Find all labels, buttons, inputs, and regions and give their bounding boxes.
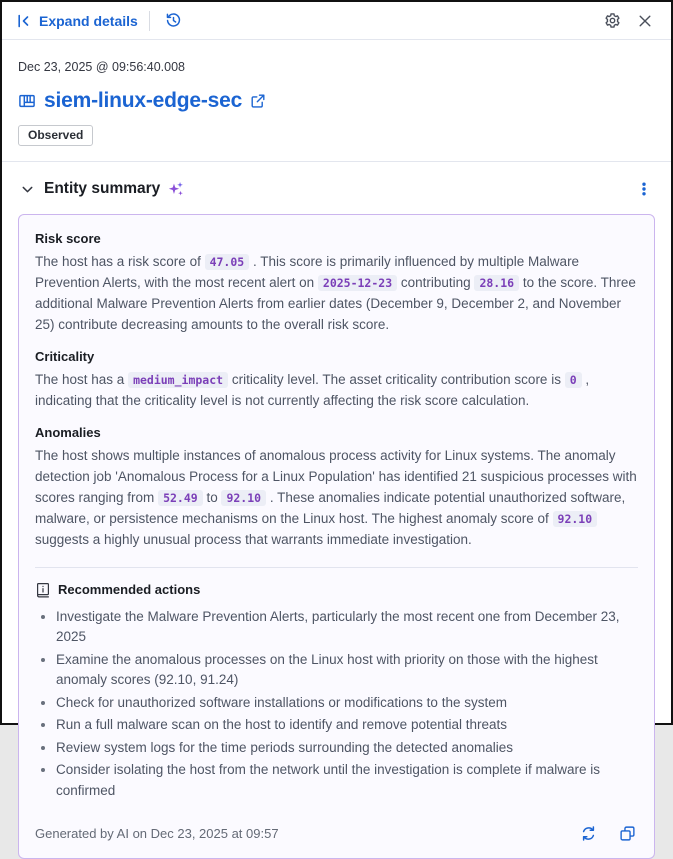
- section-heading: Anomalies: [35, 425, 101, 441]
- section-paragraph: The host shows multiple instances of anomalous process activity for Linux systems. The anomaly detection job 'Anomalous Process for a Linux Population' has identified 21 suspicious processes with scores ranging from 52.49 to 92.10 . These anomalies indicate potential unauthorized software, malware, or persistence mechanisms on the Linux host. The highest anomaly score of 92.10 suggests a highly unusual process that warrants immediate investigation.: [35, 448, 637, 548]
- inline-code-chip: 47.05: [205, 254, 250, 270]
- recommended-actions-heading: Recommended actions: [58, 582, 201, 598]
- host-icon: [18, 92, 36, 110]
- status-badge: Observed: [18, 125, 93, 146]
- entity-summary-title: Entity summary: [44, 180, 161, 197]
- card-footer: [35, 823, 638, 844]
- inline-code-chip: 28.16: [474, 275, 519, 291]
- inline-code-chip: 92.10: [221, 490, 266, 506]
- copy-icon[interactable]: [617, 823, 638, 844]
- inline-code-chip: 2025-12-23: [318, 275, 397, 291]
- entity-title-row: [18, 89, 655, 113]
- summary-sections: [35, 231, 638, 551]
- panel-divider: [2, 161, 671, 162]
- recommended-action-item: • Consider isolating the host from the network until the investigation is complete if malware is confirmed: [56, 760, 638, 801]
- entity-name[interactable]: siem-linux-edge-sec: [44, 89, 243, 112]
- collapse-left-icon: [16, 13, 32, 29]
- toolbar-divider: [149, 11, 150, 31]
- ai-sparkles-icon: [167, 180, 185, 198]
- regenerate-icon[interactable]: [578, 823, 599, 844]
- documentation-icon: [35, 582, 51, 598]
- external-link-icon[interactable]: [250, 93, 266, 109]
- history-icon[interactable]: [161, 8, 186, 33]
- inline-code-chip: medium_impact: [128, 372, 228, 388]
- more-actions-kebab-icon[interactable]: [633, 177, 655, 201]
- card-divider: [35, 567, 638, 568]
- flyout-toolbar: [2, 2, 671, 40]
- recommended-action-item: • Check for unauthorized software installations or modifications to the system: [56, 693, 638, 714]
- entity-summary-header: [18, 177, 655, 201]
- inline-code-chip: 0: [565, 372, 582, 388]
- chevron-down-icon[interactable]: [18, 180, 37, 199]
- recommended-actions-list: [35, 607, 638, 802]
- section-paragraph: The host has a risk score of 47.05 . This score is primarily influenced by multiple Malware Prevention Alerts, with the most recent alert on 2025-12-23 contributing 28.16 to the score. Three additional Malware Prevention Alerts from earlier dates (December 9, December 2, and November 25) contribute decreasing amounts to the overall risk score.: [35, 254, 636, 333]
- generated-by-ai-text: Generated by AI on Dec 23, 2025 at 09:57: [35, 826, 279, 842]
- recommended-action-item: • Run a full malware scan on the host to identify and remove potential threats: [56, 715, 638, 736]
- recommended-actions-header: [35, 582, 638, 598]
- flyout-content: [2, 40, 671, 859]
- event-timestamp: Dec 23, 2025 @ 09:56:40.008: [18, 60, 185, 74]
- entity-summary-card: [18, 214, 655, 859]
- recommended-action-item: • Investigate the Malware Prevention Alerts, particularly the most recent one from December 23, 2025: [56, 607, 638, 648]
- inline-code-chip: 52.49: [158, 490, 203, 506]
- section-heading: Risk score: [35, 231, 101, 246]
- expand-details-button[interactable]: [16, 13, 138, 29]
- close-icon[interactable]: [633, 9, 657, 33]
- gear-icon[interactable]: [600, 8, 625, 33]
- recommended-action-item: • Examine the anomalous processes on the Linux host with priority on those with the highest anomaly scores (92.10, 91.24): [56, 650, 638, 691]
- section-paragraph: The host has a medium_impact criticality level. The asset criticality contribution score is 0 , indicating that the criticality level is not currently affecting the risk score calculation.: [35, 372, 590, 409]
- inline-code-chip: 92.10: [553, 511, 598, 527]
- recommended-action-item: • Review system logs for the time periods surrounding the detected anomalies: [56, 738, 638, 759]
- expand-details-label: Expand details: [39, 12, 138, 29]
- section-heading: Criticality: [35, 349, 95, 365]
